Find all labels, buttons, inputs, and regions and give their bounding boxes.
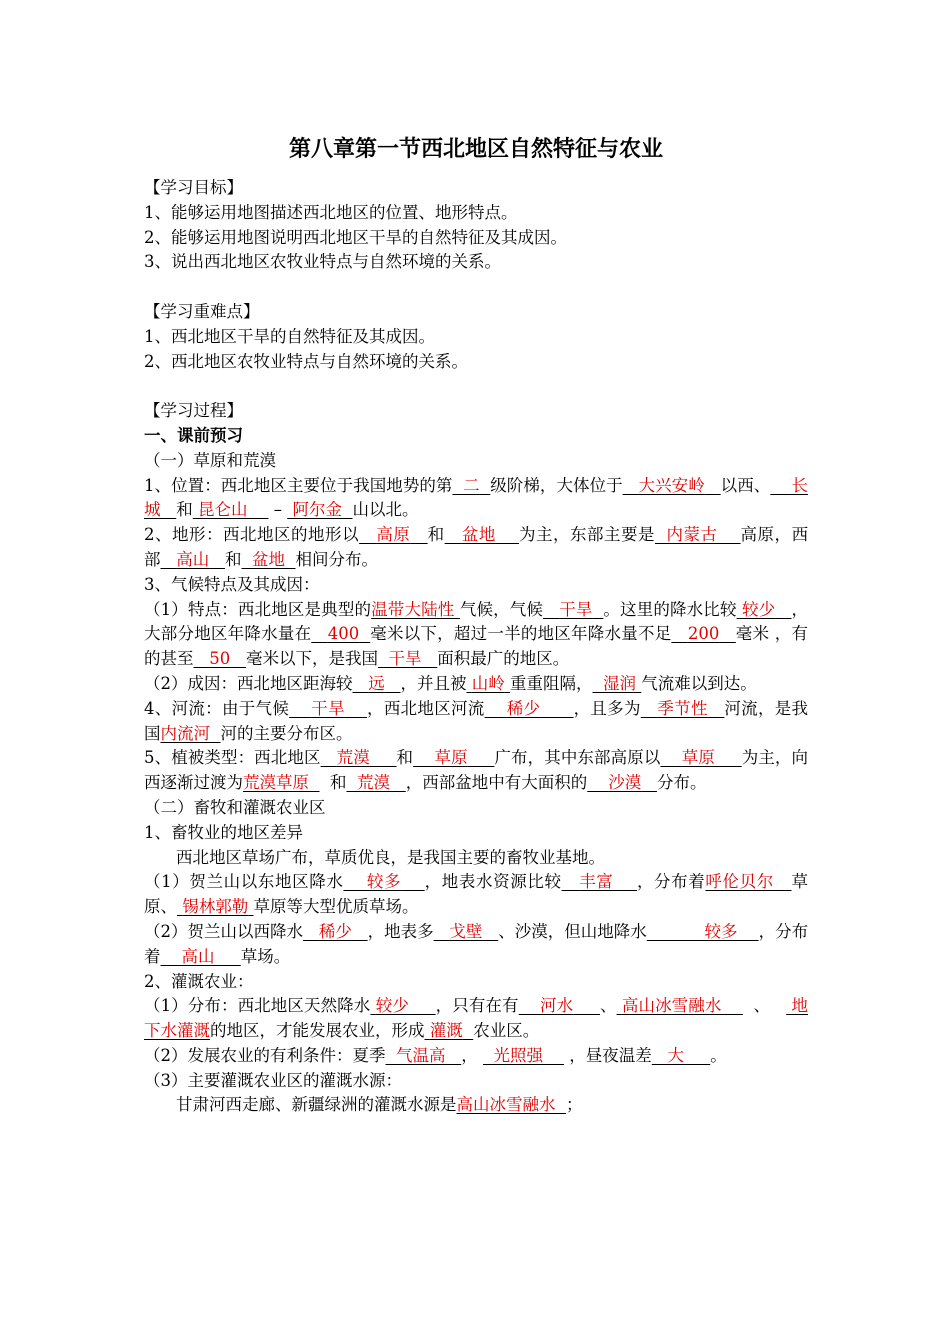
answer-blank: 稀少 bbox=[318, 921, 352, 941]
answer-blank: 荒漠 bbox=[357, 773, 390, 793]
answer-blank: 稀少 bbox=[506, 698, 541, 718]
document-page bbox=[144, 130, 808, 1118]
answer-blank: 较少 bbox=[375, 996, 409, 1016]
answer-blank: 荒漠草原 bbox=[243, 773, 309, 793]
answer-blank: 融水 bbox=[688, 996, 722, 1016]
answer-blank: 50 bbox=[209, 649, 231, 669]
goals-heading: 【学习目标】 bbox=[144, 178, 243, 197]
answer-blank: 高山冰雪融水 bbox=[456, 1095, 556, 1115]
answer-blank: 干旱 bbox=[311, 698, 345, 718]
answer-blank: 昆仑山 bbox=[198, 500, 248, 520]
keypoint-item: 2、西北地区农牧业特点与自然环境的关系。 bbox=[144, 351, 468, 371]
answer-blank: 季节 bbox=[657, 698, 691, 718]
answer-blank: 地下水灌溉 bbox=[144, 996, 809, 1041]
keypoint-item: 1、西北地区干旱的自然特征及其成因。 bbox=[144, 326, 435, 346]
answer-blank: 较多 bbox=[366, 872, 402, 892]
subsection-farming: （二）畜牧和灌溉农业区 bbox=[144, 797, 326, 817]
answer-blank: 长城 bbox=[144, 475, 808, 520]
subsection-grassland: （一）草原和荒漠 bbox=[144, 450, 276, 470]
answer-blank: 伦贝尔 bbox=[722, 872, 774, 892]
answer-blank: 盆地 bbox=[461, 525, 496, 545]
answer-blank: 盆地 bbox=[252, 549, 285, 569]
answer-blank: 较 bbox=[704, 921, 722, 941]
para-livestock-east: （1）贺兰山以东地区降水 较多 ，地表水资源比较 丰富 ，分布着呼伦贝尔 草原、 锡林郭勒 草原等大型优质草场。 bbox=[144, 872, 809, 917]
answer-blank: 远 bbox=[368, 673, 385, 693]
para-irrigation-distribution: （1）分布：西北地区天然降水 较少 ，只有在有 河水 、 高山冰雪融水 、 地下水灌溉的地区，才能发展农业，形成 灌溉 农业区。 bbox=[144, 996, 809, 1041]
answer-blank: 阿尔金 bbox=[292, 500, 342, 520]
spacer bbox=[144, 374, 808, 399]
answer-blank: 温带大陆性 bbox=[371, 599, 455, 619]
para-livestock-intro: 西北地区草场广布，草质优良，是我国主要的畜牧业基地。 bbox=[176, 847, 605, 867]
answer-blank: 河水 bbox=[540, 996, 574, 1016]
para-terrain: 2、地形：西北地区的地形以 高原 和 盆地 为主，东部主要是 内蒙古 高原，西部 高山 和 盆地 相间分布。 bbox=[144, 525, 809, 569]
answer-blank: 光照强 bbox=[493, 1045, 543, 1065]
answer-blank: 干旱 bbox=[388, 649, 422, 669]
spacer bbox=[144, 275, 808, 300]
answer-blank: 戈壁 bbox=[449, 921, 483, 941]
answer-blank: 大 bbox=[667, 1045, 684, 1065]
answer-blank: 200 bbox=[687, 624, 720, 644]
answer-blank: 高山冰雪 bbox=[621, 996, 689, 1016]
para-irrigation-sources-heading: （3）主要灌溉农业区的灌溉水源： bbox=[144, 1070, 402, 1090]
answer-blank: 荒漠 bbox=[336, 748, 370, 768]
process-heading: 【学习过程】 bbox=[144, 401, 243, 421]
keypoints-heading: 【学习重难点】 bbox=[144, 301, 260, 321]
section-preview-heading: 一、课前预习 bbox=[144, 425, 243, 445]
answer-blank: 干旱 bbox=[559, 599, 593, 619]
goal-item: 2、能够运用地图说明西北地区干旱的自然特征及其成因。 bbox=[144, 227, 567, 247]
answer-blank: 多 bbox=[721, 921, 738, 941]
para-irrigation-heading: 2、灌溉农业： bbox=[144, 971, 254, 991]
para-irrigation-conditions: （2）发展农业的有利条件：夏季 气温高 ， 光照强 ，昼夜温差 大 。 bbox=[144, 1045, 727, 1065]
answer-blank: 大兴安岭 bbox=[638, 475, 705, 495]
answer-blank: 山岭 bbox=[471, 673, 505, 693]
goal-item: 3、说出西北地区农牧业特点与自然环境的关系。 bbox=[144, 252, 501, 272]
answer-blank: 二 bbox=[463, 475, 480, 495]
answer-blank: 古 bbox=[700, 525, 718, 545]
para-rivers: 4、河流：由于气候 干旱 ，西北地区河流 稀少 ，且多为 季节性 河流，是我国内流河 河的主要分布区。 bbox=[144, 698, 809, 743]
answer-blank: 草原 bbox=[434, 748, 468, 768]
answer-blank: 内蒙 bbox=[666, 525, 701, 545]
answer-blank: 400 bbox=[327, 624, 360, 644]
goal-item: 1、能够运用地图描述西北地区的位置、地形特点。 bbox=[144, 202, 518, 222]
para-vegetation: 5、植被类型：西北地区 荒漠 和 草原 广布，其中东部高原以 草原 为主，向西逐渐过渡为荒漠草原 和 荒漠 ，西部盆地中有大面积的 沙漠 分布。 bbox=[144, 748, 809, 793]
para-livestock-heading: 1、畜牧业的地区差异 bbox=[144, 822, 303, 842]
answer-blank: 气温高 bbox=[396, 1045, 446, 1065]
answer-blank: 内流河 bbox=[160, 723, 210, 743]
answer-blank: 性 bbox=[690, 698, 708, 718]
answer-blank: 草原 bbox=[681, 748, 715, 768]
para-livestock-west: （2）贺兰山以西降水 稀少 ，地表多 戈壁 、沙漠，但山地降水 较多 ，分布着 高山 草场。 bbox=[144, 921, 809, 966]
answer-blank: 丰富 bbox=[579, 872, 614, 892]
para-irrigation-sources: 甘肃河西走廊、新疆绿洲的灌溉水源是高山冰雪融水 ； bbox=[176, 1095, 583, 1115]
answer-blank: 锡林郭勒 bbox=[182, 897, 249, 917]
answer-blank: 灌溉 bbox=[429, 1021, 463, 1041]
answer-blank: 高山 bbox=[176, 549, 210, 569]
answer-blank: 高原 bbox=[376, 525, 411, 545]
answer-blank: 呼 bbox=[705, 872, 723, 892]
para-climate-features: （1）特点：西北地区是典型的温带大陆性 气候，气候 干旱 。这里的降水比较 较少 ，大部分地区年降水量在 400 毫米以下，超过一半的地区年降水量不足 200 毫米 ，有的甚至 50 毫米以下，是我国 干旱 面积最广的地区。 bbox=[144, 599, 809, 669]
para-climate-heading: 3、气候特点及其成因： bbox=[144, 574, 320, 594]
answer-blank: 湿润 bbox=[603, 673, 636, 693]
page-title: 第八章第一节西北地区自然特征与农业 bbox=[288, 137, 663, 162]
para-location: 1、位置：西北地区主要位于我国地势的第 二 级阶梯，大体位于 大兴安岭 以西、 长城 和 昆仑山 – 阿尔金 山以北。 bbox=[144, 475, 808, 520]
answer-blank: 高山 bbox=[181, 946, 215, 966]
para-climate-causes: （2）成因：西北地区距海较 远 ，并且被 山岭 重重阻隔， 湿润 气流难以到达。 bbox=[144, 673, 757, 693]
answer-blank: 较少 bbox=[742, 599, 776, 619]
answer-blank: 沙漠 bbox=[608, 773, 642, 793]
